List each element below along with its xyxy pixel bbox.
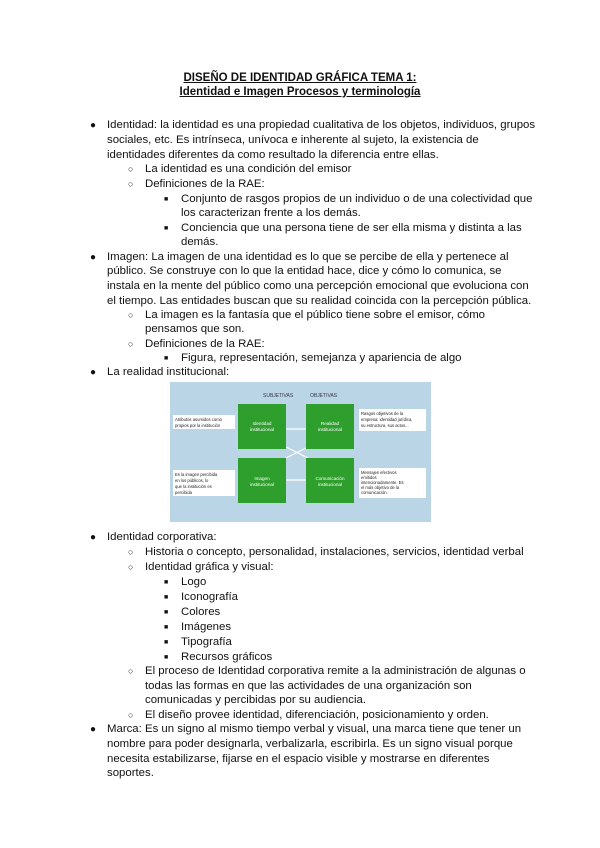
bullet-circle: ○ [128,164,134,174]
diagram-background [170,382,431,522]
list-item: Colores [181,606,221,618]
note-text: Mensajes efectivos [361,470,397,475]
note-text: su estructura, sus actos... [361,423,409,428]
bullet-square: ■ [164,609,169,616]
marca-line: nombre para poder designarla, verbalizarla, escribirla. Es un signo visual porque [107,738,513,750]
box-label: Comunicación [315,476,345,481]
corporativa-sub: Identidad gráfica y visual: [145,561,274,573]
bullet-square: ■ [164,654,169,661]
identidad-sub: Definiciones de la RAE: [145,178,265,190]
box-label: Imagen [254,476,270,481]
imagen-def: Figura, representación, semejanza y apariencia de algo [181,352,462,364]
marca-line: Marca: Es un signo al mismo tiempo verbal y visual, una marca tiene que tener un [107,723,522,735]
document-title: DISEÑO DE IDENTIDAD GRÁFICA TEMA 1: [183,72,417,84]
note-text: Atributos asumidos como [175,417,223,422]
note-text: empresa: identidad jurídica, [361,417,413,422]
identidad-line: Identidad: la identidad es una propiedad cualitativa de los objetos, individuos, grupos [107,119,536,131]
bullet-disc: ● [90,120,97,131]
note-text: comunicación. [361,490,388,495]
bullet-circle: ○ [128,710,134,720]
imagen-line: público. Se construye con lo que la entidad hace, dice y cómo lo comunica, se [107,265,502,277]
bullet-disc: ● [90,724,97,735]
note-text: el más objetivo de la [361,485,400,490]
box-label: institucional [249,482,275,487]
diagram-col-label: OBJETIVAS [310,393,338,399]
imagen-sub: La imagen es la fantasía que el público tiene sobre el emisor, cómo [145,309,486,321]
identidad-line: identidades diferentes da como resultado la diferencia entre ellas. [107,149,439,161]
bullet-disc: ● [90,367,97,378]
note-text: Es la imagen percibida [175,472,218,477]
list-item: Recursos gráficos [181,651,273,663]
note-text: propios por la institución [175,423,221,428]
corporativa-sub: todas las formas en que las actividades de una organización son [145,680,472,692]
bullet-square: ■ [164,594,169,601]
realidad-institucional-diagram [170,382,431,522]
bullet-circle: ○ [128,339,134,349]
note-text: intencionadamente. Es [361,480,404,485]
bullet-square: ■ [164,624,169,631]
document-subtitle: Identidad e Imagen Procesos y terminología [179,86,421,98]
identidad-line: sociales, etc. Es intrínseca, unívoca e inherente al sujeto, la existencia de [107,134,479,146]
box-label: institucional [317,427,343,432]
box-label: institucional [317,482,343,487]
bullet-circle: ○ [128,179,134,189]
imagen-sub: pensamos que son. [145,323,245,335]
list-item: Logo [181,576,207,588]
note-text: en los públicos, lo [175,478,209,483]
identidad-def: demás. [181,236,219,248]
box-label: Identidad [252,421,272,426]
bullet-square: ■ [164,196,169,203]
bullet-square: ■ [164,355,169,362]
note-text: percibida [175,490,192,495]
note-text: que la institución es [175,484,212,489]
bullet-circle: ○ [128,310,134,320]
identidad-def: Conjunto de rasgos propios de un individuo o de una colectividad que [181,193,533,205]
bullet-square: ■ [164,639,169,646]
bullet-disc: ● [90,532,97,543]
corporativa-sub: Historia o concepto, personalidad, instalaciones, servicios, identidad verbal [145,546,524,558]
imagen-sub: Definiciones de la RAE: [145,338,265,350]
note-text: emitidos [361,475,377,480]
bullet-square: ■ [164,225,169,232]
bullet-square: ■ [164,579,169,586]
list-item: Iconografía [181,591,238,603]
imagen-line: Imagen: La imagen de una identidad es lo que se percibe de ella y pertenece al [107,251,509,263]
realidad-label: La realidad institucional: [107,366,230,378]
identidad-def: Conciencia que una persona tiene de ser ella misma y distinta a las [181,222,522,234]
corporativa-label: Identidad corporativa: [107,531,217,543]
bullet-circle: ○ [128,666,134,676]
diagram-col-label: SUBJETIVAS [263,393,294,399]
corporativa-sub: El diseño provee identidad, diferenciación, posicionamiento y orden. [145,709,489,721]
box-label: institucional [249,427,275,432]
marca-line: necesita estabilizarse, fijarse en el espacio visible y mostrarse en diferentes [107,753,490,765]
marca-line: soportes. [107,767,154,779]
list-item: Imágenes [181,621,232,633]
note-text: Rasgos objetivos de la [361,411,404,416]
imagen-line: instala en la mente del público como una percepción emocional que evoluciona con [107,280,529,292]
identidad-sub: La identidad es una condición del emisor [145,163,352,175]
bullet-circle: ○ [128,562,134,572]
box-label: Realidad [320,421,340,426]
imagen-line: el tiempo. Las entidades buscan que su realidad coincida con la percepción pública. [107,295,532,307]
list-item: Tipografía [181,636,232,648]
corporativa-sub: El proceso de Identidad corporativa remite a la administración de algunas o [145,665,526,677]
corporativa-sub: comunicadas y percibidas por su audiencia. [145,694,366,706]
identidad-def: los caracterizan frente a los demás. [181,207,361,219]
bullet-disc: ● [90,252,97,263]
bullet-circle: ○ [128,547,134,557]
